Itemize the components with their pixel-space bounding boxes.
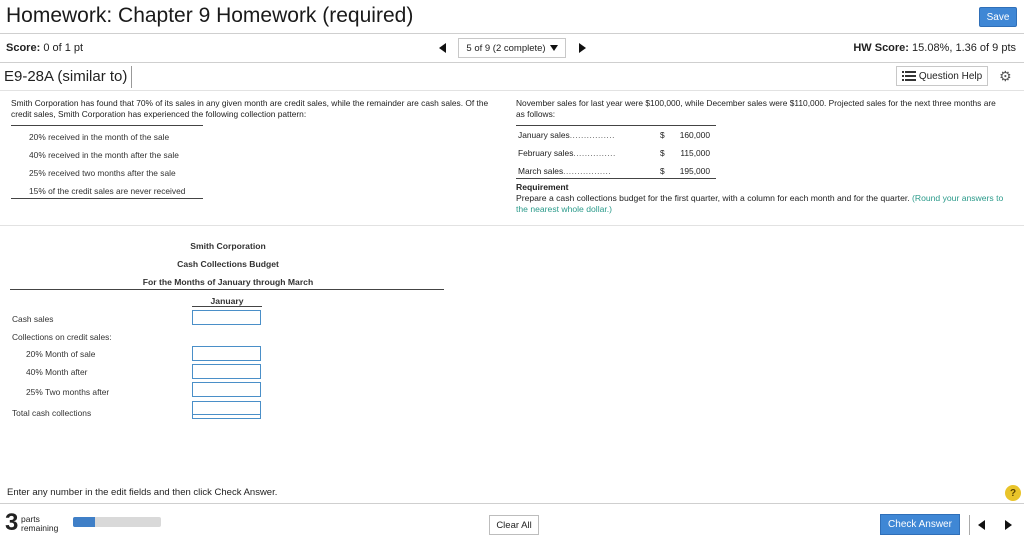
- score-label: Score:: [6, 42, 41, 54]
- cash-sales-input[interactable]: [192, 310, 261, 325]
- parts-progress-fill: [73, 517, 95, 527]
- parts-remaining-count: 3: [5, 509, 19, 536]
- header-divider: [0, 33, 1024, 34]
- help-icon[interactable]: ?: [1005, 485, 1021, 501]
- page-title: Homework: Chapter 9 Homework (required): [6, 4, 414, 27]
- parts-label-line-1: parts: [21, 514, 40, 524]
- sales-label: March sales: [518, 166, 564, 176]
- budget-period: For the Months of January through March: [142, 277, 314, 287]
- save-button[interactable]: Save: [979, 7, 1017, 27]
- pattern-bottom-rule: [11, 198, 203, 199]
- question-help-label: Question Help: [918, 70, 983, 82]
- row-label-cash-sales: Cash sales: [12, 314, 54, 324]
- requirement-title: Requirement: [516, 182, 569, 192]
- row-label-total: Total cash collections: [12, 408, 92, 418]
- pattern-row: 25% received two months after the sale: [29, 168, 176, 178]
- hw-score-value: 15.08%, 1.36 of 9 pts: [912, 42, 1016, 54]
- row-label-two-months-after: 25% Two months after: [26, 387, 110, 397]
- sales-amount: 160,000: [679, 130, 710, 140]
- column-header-january: January: [210, 296, 244, 306]
- hw-score-display: [853, 42, 1016, 54]
- sales-label: January sales: [518, 130, 570, 140]
- problem-intro-left: Smith Corporation has found that 70% of its sales in any given month are credit sales, while the remainder are cash sales. Of the credit sales, Smith Corporation has experienced the following collection pattern:: [11, 98, 489, 119]
- previous-question-button[interactable]: [432, 40, 452, 57]
- sales-leader: ...............: [573, 148, 616, 158]
- parts-label-line-2: remaining: [21, 523, 59, 533]
- question-selector-label: 5 of 9 (2 complete): [466, 42, 546, 54]
- check-answer-button[interactable]: Check Answer: [880, 514, 960, 535]
- footer-divider: [0, 503, 1024, 504]
- arrow-left-icon: [439, 43, 446, 53]
- pattern-row: 20% received in the month of the sale: [29, 132, 170, 142]
- scorebar-divider: [0, 62, 1024, 63]
- row-label-collections: Collections on credit sales:: [12, 332, 112, 342]
- two-months-after-input[interactable]: [192, 382, 261, 397]
- arrow-left-icon: [978, 520, 985, 530]
- requirement-text: [516, 193, 1006, 215]
- sales-currency: $: [660, 148, 665, 158]
- gear-icon[interactable]: ⚙: [999, 68, 1012, 84]
- content-divider: [0, 225, 1024, 226]
- row-label-month-of-sale: 20% Month of sale: [26, 349, 96, 359]
- score-value: 0 of 1 pt: [43, 42, 84, 54]
- row-label-month-after: 40% Month after: [26, 367, 88, 377]
- sales-row: [518, 166, 718, 176]
- sales-amount: 195,000: [679, 166, 710, 176]
- sales-amount: 115,000: [680, 148, 710, 158]
- rounding-hint: (Round your answers to the nearest whole dollar.): [516, 193, 1004, 214]
- sales-row: [518, 130, 718, 140]
- list-icon: [902, 71, 916, 81]
- problem-intro-right: November sales for last year were $100,000, while December sales were $110,000. Projected sales for the next three months are as follows:: [516, 98, 996, 119]
- question-id: E9-28A (similar to): [4, 66, 132, 88]
- question-selector[interactable]: [458, 38, 566, 58]
- previous-button[interactable]: [969, 515, 993, 535]
- clear-all-button[interactable]: Clear All: [489, 515, 539, 535]
- sales-label: February sales: [518, 148, 574, 158]
- sales-bottom-rule: [516, 178, 716, 179]
- caret-down-icon: [550, 45, 558, 51]
- month-after-input[interactable]: [192, 364, 261, 379]
- pattern-top-rule: [11, 125, 203, 126]
- pattern-row: 15% of the credit sales are never received: [29, 186, 186, 196]
- hw-score-label: HW Score:: [853, 42, 909, 54]
- sales-currency: $: [660, 130, 665, 140]
- pattern-row: 40% received in the month after the sale: [29, 150, 179, 160]
- budget-title: Cash Collections Budget: [177, 259, 279, 269]
- month-of-sale-input[interactable]: [192, 346, 261, 361]
- sales-top-rule: [516, 125, 716, 126]
- sales-currency: $: [660, 166, 665, 176]
- sales-row: [518, 148, 718, 158]
- budget-header-rule: [10, 289, 444, 290]
- next-question-button[interactable]: [572, 40, 592, 57]
- arrow-right-icon: [1005, 520, 1012, 530]
- next-button[interactable]: [996, 515, 1020, 535]
- column-header-rule: [192, 306, 262, 307]
- total-cash-collections-input[interactable]: [192, 401, 261, 419]
- question-divider: [0, 90, 1024, 91]
- sales-leader: .................: [563, 166, 612, 176]
- score-display: [6, 42, 83, 54]
- parts-remaining-label: [21, 515, 58, 533]
- budget-company: Smith Corporation: [190, 241, 266, 251]
- question-help-button[interactable]: [896, 66, 988, 86]
- arrow-right-icon: [579, 43, 586, 53]
- parts-progress-bar: [73, 517, 161, 527]
- instruction-text: Enter any number in the edit fields and then click Check Answer.: [7, 487, 278, 498]
- sales-leader: ................: [569, 130, 615, 140]
- requirement-body: Prepare a cash collections budget for the first quarter, with a column for each month and for the quarter.: [516, 193, 910, 203]
